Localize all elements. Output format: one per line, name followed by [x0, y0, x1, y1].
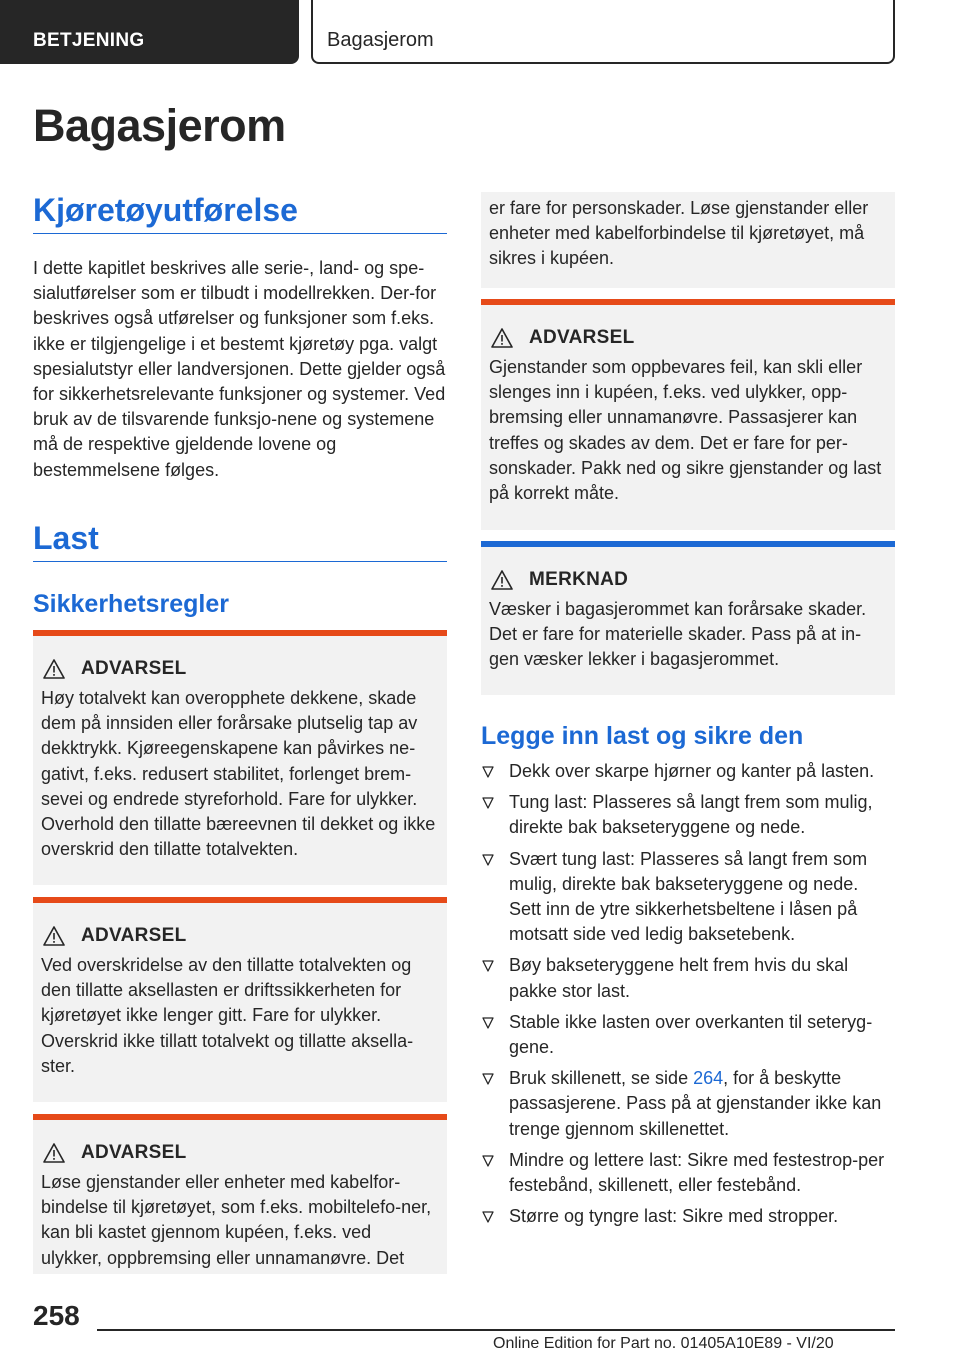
heading-load-and-secure: Legge inn last og sikre den	[481, 722, 804, 750]
step-text: Tung last: Plasseres så langt frem som mulig, direkte bak bakseteryggene og nede.	[509, 792, 873, 838]
list-item	[481, 1204, 895, 1229]
list-item	[481, 953, 895, 1003]
heading-load: Last	[33, 520, 447, 562]
warning-text: Høy totalvekt kan overopphete dekkene, skade dem på innsiden eller forårsake plutselig tap av dekktrykk. Kjøreegenskapene kan påvirkes ne-gativt, f.eks. redusert stabilitet, forlenget brem-sevei og endrede styreforhold. Fare for ulykker. Overhold den tillatte bæreevnen til dekket og ikke overskrid den tillatte totalvekten.	[41, 688, 436, 860]
triangle-bullet-icon	[481, 1072, 495, 1086]
warning-triangle-icon	[43, 1143, 65, 1163]
header-chapter-label: Bagasjerom	[327, 29, 434, 51]
step-text: Mindre og lettere last: Sikre med festestrop-per festebånd, skillenett, eller festebånd.	[509, 1149, 885, 1196]
warning-text: Ved overskridelse av den tillatte totalvekten og den tillatte aksellasten er driftssikkerheten for kjøretøyet ikke lenger gitt. Fare for ulykker. Overskrid ikke tillatt totalvekt og tillatte aksella-ster.	[41, 955, 414, 1076]
note-title: MERKNAD	[529, 569, 629, 590]
warning-text: er fare for personskader. Løse gjenstander eller enheter med kabelforbindelse til kjøretøyet, må sikres i kupéen.	[489, 198, 869, 269]
warning-box-loose-objects	[33, 1114, 447, 1274]
triangle-bullet-icon	[481, 765, 495, 779]
load-steps-list	[481, 759, 895, 1235]
step-text: Svært tung last: Plasseres så langt frem som mulig, direkte bak bakseteryggene og nede. Sett inn de ytre sikkerhetsbeltene i låsen på motsatt side ved ledig baksetebenk.	[509, 848, 868, 945]
triangle-bullet-icon	[481, 959, 495, 973]
warning-triangle-icon	[491, 328, 513, 348]
list-item	[481, 759, 895, 784]
triangle-bullet-icon	[481, 853, 495, 867]
warning-box-stored-objects	[481, 299, 895, 530]
header-section-label: BETJENING	[33, 30, 145, 51]
triangle-bullet-icon	[481, 796, 495, 810]
warning-head	[491, 327, 885, 349]
warning-box-axle-load	[33, 897, 447, 1102]
heading-safety-rules: Sikkerhetsregler	[33, 590, 229, 618]
warning-head	[43, 925, 437, 947]
triangle-bullet-icon	[481, 1016, 495, 1030]
note-box-liquids	[481, 541, 895, 695]
triangle-bullet-icon	[481, 1154, 495, 1168]
warning-title: ADVARSEL	[529, 327, 635, 348]
step-text: Dekk over skarpe hjørner og kanter på lasten.	[509, 761, 875, 781]
page-reference-link[interactable]: 264	[693, 1068, 724, 1089]
footer-divider	[97, 1329, 895, 1331]
warning-box-total-weight	[33, 630, 447, 885]
list-item	[481, 847, 895, 948]
warning-title: ADVARSEL	[81, 1142, 187, 1163]
warning-text: Løse gjenstander eller enheter med kabelfor-bindelse til kjøretøyet, som f.eks. mobiltelefo-ner, kan bli kastet gjennom kupéen, f.eks. ved ulykker, oppbremsing eller unnamanøvre. Det	[41, 1172, 432, 1268]
vehicle-variant-text: I dette kapitlet beskrives alle serie-, land- og spe-sialutførelser som er tilbudt i modellrekken. Der-for beskrives også utførelser og funksjoner som f.eks. ikke er tilgjengelige i et bestemt kjøretøy pga. valgt spesialutstyr eller landversjonen. Dette gjelder også for sikkerhetsrelevante funksjoner og systemer. Ved bruk av de tilsvarende funksjo-nene og systemene må de respektive gjeldende lovene og bestemmelsene følges.	[33, 258, 446, 480]
warning-triangle-icon	[491, 570, 513, 590]
warning-text: Gjenstander som oppbevares feil, kan skli eller slenges inn i kupéen, f.eks. ved ulykker, opp-bremsing eller unnamanøvre. Passasjerer kan treffes og skades av dem. Det er fare for per-sonskader. Pakk ned og sikre gjenstander og last på korrekt måte.	[489, 357, 882, 504]
note-text: Væsker i bagasjerommet kan forårsake skader. Det er fare for materielle skader. Pass på at in-gen væsker lekker i bagasjerommet.	[489, 599, 867, 670]
step-text: Større og tyngre last: Sikre med stropper.	[509, 1206, 839, 1227]
step-text: Bøy bakseteryggene helt frem hvis du skal pakke stor last.	[509, 955, 849, 1001]
page-title: Bagasjerom	[33, 100, 286, 151]
note-head	[491, 569, 885, 591]
warning-triangle-icon	[43, 659, 65, 679]
warning-title: ADVARSEL	[81, 925, 187, 946]
header-chapter-tab	[311, 0, 895, 64]
warning-title: ADVARSEL	[81, 658, 187, 679]
list-item	[481, 1066, 895, 1142]
list-item	[481, 1148, 895, 1198]
list-item	[481, 1010, 895, 1060]
warning-head	[43, 1142, 437, 1164]
header-section-tab	[0, 0, 299, 64]
warning-box-loose-objects-continued	[481, 192, 895, 288]
step-text-post: , for å beskytte passasjerene. Pass på at gjenstander ikke kan trenge gjennom skillenettet.	[509, 1068, 882, 1139]
warning-triangle-icon	[43, 926, 65, 946]
warning-head	[43, 658, 437, 680]
list-item	[481, 790, 895, 840]
step-text-pre: Bruk skillenett, se side	[509, 1068, 694, 1089]
triangle-bullet-icon	[481, 1210, 495, 1224]
step-text: Stable ikke lasten over overkanten til seteryg-gene.	[509, 1011, 873, 1058]
footer-edition: Online Edition for Part no. 01405A10E89 - VI/20	[493, 1335, 834, 1352]
page-number: 258	[33, 1300, 80, 1331]
heading-vehicle-variant: Kjøretøyutførelse	[33, 192, 447, 234]
